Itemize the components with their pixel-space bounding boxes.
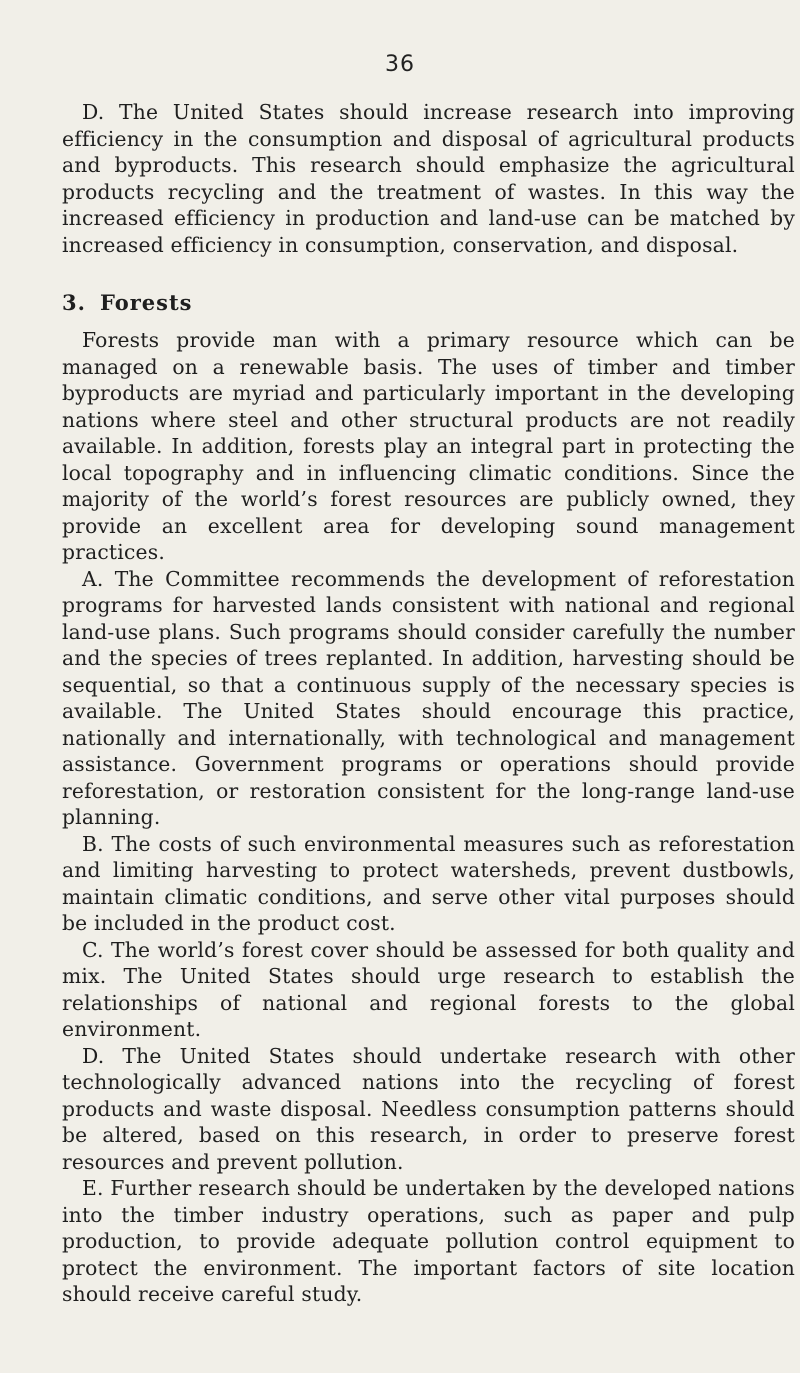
recommendation-e: E. Further research should be undertaken by the developed nations into the timber industry operations, such as paper and pulp production, to provide adequate pollution control equipment to protect the environment. The important factors of site location should receive careful study. <box>62 1176 795 1306</box>
recommendation-a: A. The Committee recommends the development of reforestation programs for harvested lands consistent with national and regional land-use plans. Such programs should consider carefully the number and the species of trees replanted. In addition, harvesting should be sequential, so that a continuous supply of the necessary species is available. The United States should encourage this practice, nationally and internationally, with technological and management assistance. Government programs or operations should provide reforestation, or restoration consistent for the long-range land-use planning. <box>62 566 795 829</box>
section-number: 3. <box>62 290 86 315</box>
forests-intro-paragraph: Forests provide man with a primary resource which can be managed on a renewable basis. The uses of timber and timber byproducts are myriad and particularly important in the developing nations where steel and other structural products are not readily available. In addition, forests play an integral part in protecting the local topography and in influencing climatic conditions. Since the majority of the world’s forest resources are publicly owned, they provide an excellent area for developing sound management practices. <box>62 328 795 564</box>
section-forests-text <box>62 327 795 1308</box>
section-heading-forests <box>62 290 192 315</box>
recommendation-d: D. The United States should undertake research with other technologically advanced nations into the recycling of forest products and waste disposal. Needless consumption patterns should be altered, based on this research, in order to preserve forest resources and prevent pollution. <box>62 1043 795 1174</box>
paragraph-d-agriculture: D. The United States should increase research into improving efficiency in the consumption and disposal of agricultural products and byproducts. This research should emphasize the agricultural products recycling and the treatment of wastes. In this way the increased efficiency in production and land-use can be matched by increased efficiency in consumption, conservation, and disposal. <box>62 100 795 257</box>
section-top-text <box>62 99 795 258</box>
recommendation-b: B. The costs of such environmental measures such as reforestation and limiting harvesting to protect watersheds, prevent dustbowls, maintain climatic conditions, and serve other vital purposes should be included in the product cost. <box>62 831 795 935</box>
recommendation-c: C. The world’s forest cover should be assessed for both quality and mix. The United States should urge research to establish the relationships of national and regional forests to the global environment. <box>62 937 795 1041</box>
page-number: 36 <box>385 52 415 77</box>
section-title: Forests <box>99 290 193 315</box>
